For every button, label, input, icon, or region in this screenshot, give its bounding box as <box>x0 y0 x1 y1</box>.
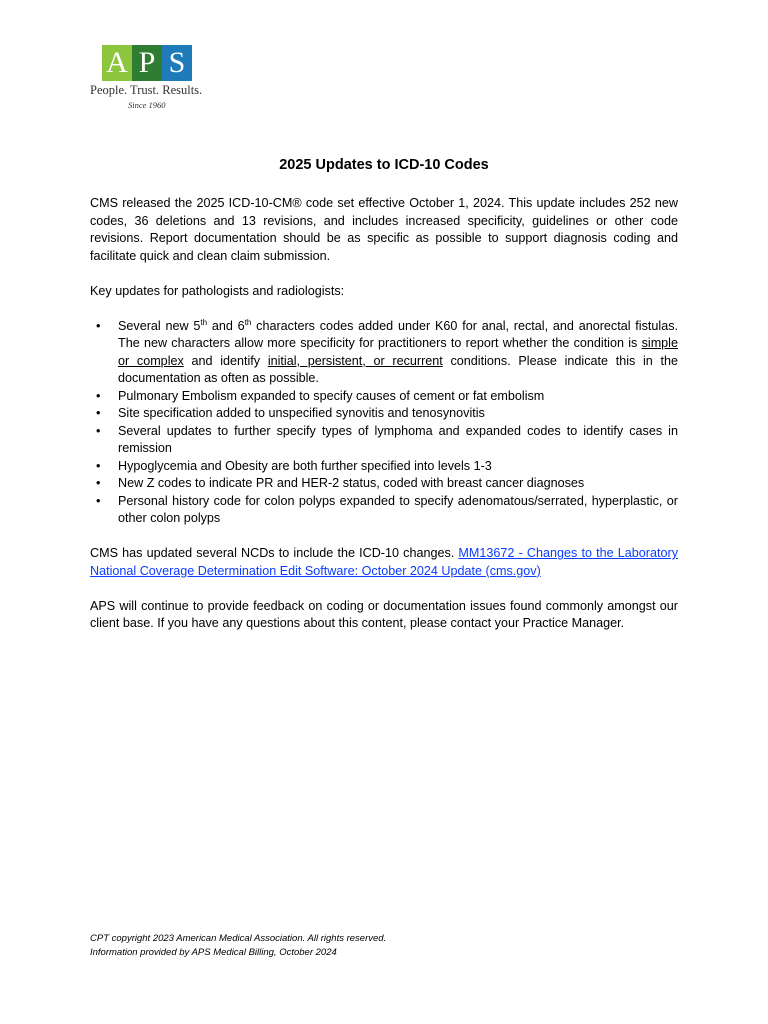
list-item <box>90 318 678 388</box>
list-item: • Pulmonary Embolism expanded to specify causes of cement or fat embolism <box>90 388 678 406</box>
bullet-text: and 6 <box>207 318 245 333</box>
cms-link[interactable]: MM13672 - Changes to the Laboratory National Coverage Determination Edit Software: October 2024 Update (cms.gov) <box>90 546 678 578</box>
footer-copyright: CPT copyright 2023 American Medical Association. All rights reserved. <box>90 933 387 944</box>
logo-tagline: People. Trust. Results. <box>90 83 203 97</box>
intro-paragraph: CMS released the 2025 ICD-10-CM® code set effective October 1, 2024. This update includes 252 new codes, 36 deletions and 13 revisions, and includes increased specificity, guidelines or other code revisions. Report documentation should be as specific as possible to support diagnosis coding and facilitate quick and clean claim submission. <box>90 196 678 263</box>
key-updates-heading: Key updates for pathologists and radiologists: <box>90 283 345 298</box>
bullet-text: Several new 5 <box>118 318 201 333</box>
logo-since: Since 1960 <box>128 100 166 110</box>
underlined-text: simple or complex <box>118 336 678 368</box>
list-item: • Several updates to further specify types of lymphoma and expanded codes to identify cases in remission <box>90 423 678 458</box>
closing-paragraph: APS will continue to provide feedback on coding or documentation issues found commonly amongst our client base. If you have any questions about this content, please contact your Practice Manager. <box>90 598 678 630</box>
bullet-text: characters codes added under K60 for anal, rectal, and anorectal fistulas. The new characters allow more specificity for practitioners to report whether the condition is <box>118 318 679 350</box>
document-body <box>90 195 678 633</box>
list-item: • Hypoglycemia and Obesity are both further specified into levels 1-3 <box>90 458 678 476</box>
list-item: • Site specification added to unspecified synovitis and tenosynovitis <box>90 405 678 423</box>
list-item: • Personal history code for colon polyps expanded to specify adenomatous/serrated, hyperplastic, or other colon polyps <box>90 493 678 528</box>
page-title: 2025 Updates to ICD-10 Codes <box>279 157 489 173</box>
logo-letter-a: A <box>102 45 132 81</box>
superscript: th <box>244 317 252 327</box>
logo-letter-p: P <box>132 45 162 81</box>
underlined-text: initial, persistent, or recurrent <box>267 353 443 368</box>
footer-info: Information provided by APS Medical Billing, October 2024 <box>90 947 337 958</box>
aps-logo <box>90 45 210 115</box>
ncd-paragraph <box>90 545 678 580</box>
ncd-text: CMS has updated several NCDs to include the ICD-10 changes. <box>90 546 459 560</box>
list-item: • New Z codes to indicate PR and HER-2 status, coded with breast cancer diagnoses <box>90 475 678 493</box>
key-updates-list <box>90 318 678 528</box>
aps-logo-mark <box>102 45 192 81</box>
superscript: th <box>200 317 208 327</box>
logo-letter-s: S <box>162 45 192 81</box>
footer <box>90 932 386 960</box>
bullet-text: conditions. Please indicate this in the documentation as often as possible. <box>118 353 679 385</box>
bullet-text: and identify <box>183 353 268 368</box>
